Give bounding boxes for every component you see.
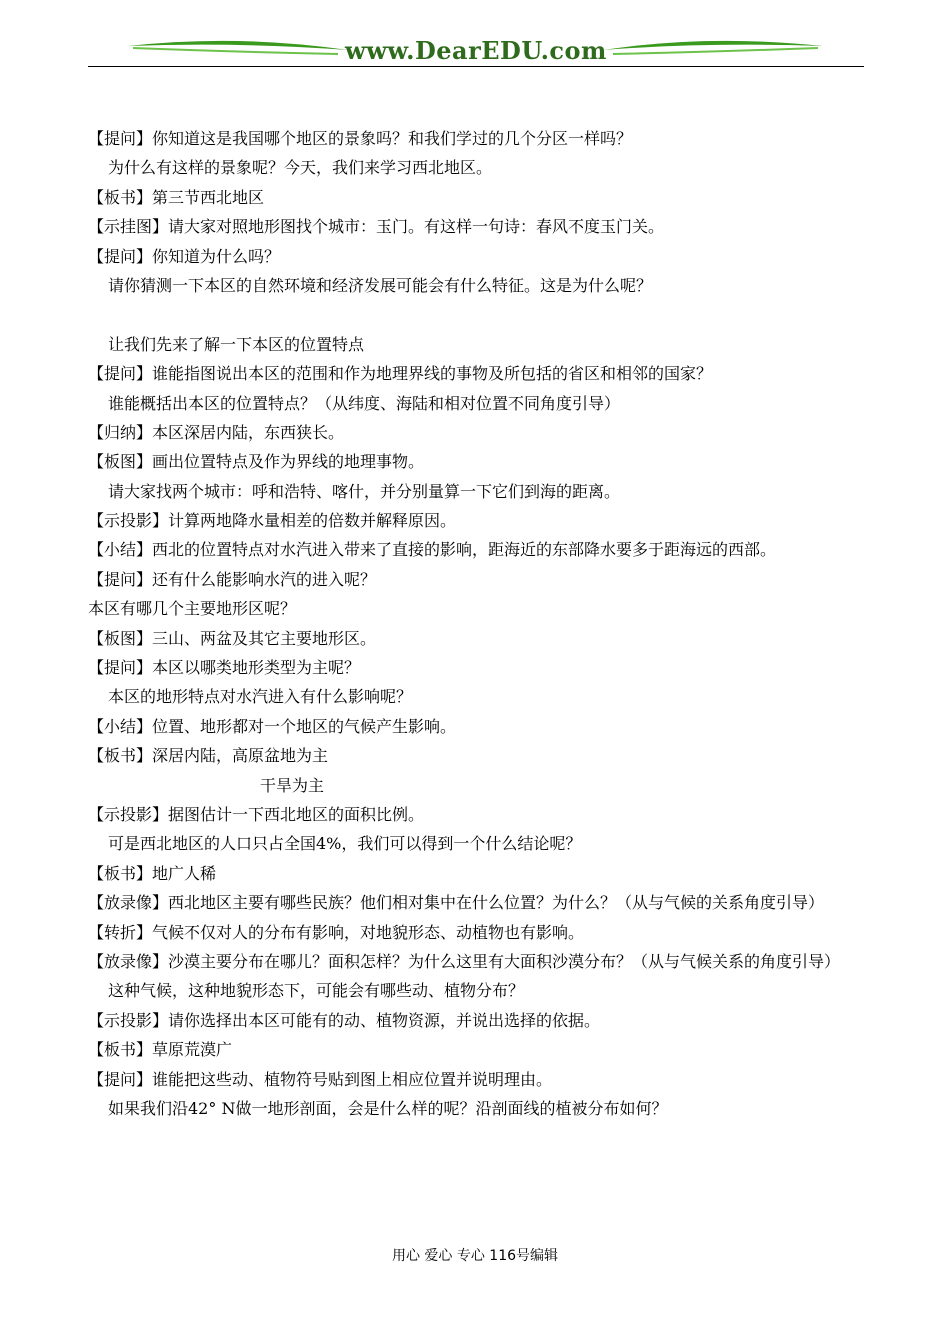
text-line: 让我们先来了解一下本区的位置特点	[108, 334, 365, 354]
text-line: 【小结】位置、地形都对一个地区的气候产生影响。	[88, 716, 457, 736]
text-line: 【示挂图】请大家对照地形图找个城市：玉门。有这样一句诗：春风不度玉门关。	[88, 217, 665, 237]
text-line: 【板图】三山、两盆及其它主要地形区。	[88, 628, 377, 648]
text-line: 【板书】第三节西北地区	[88, 187, 265, 207]
text-line: 请大家找两个城市：呼和浩特、喀什，并分别量算一下它们到海的距离。	[108, 481, 621, 501]
text-line: 【示投影】计算两地降水量相差的倍数并解释原因。	[88, 511, 457, 531]
text-line: 【转折】气候不仅对人的分布有影响，对地貌形态、动植物也有影响。	[88, 922, 585, 942]
text-line: 【示投影】请你选择出本区可能有的动、植物资源，并说出选择的依据。	[88, 1010, 601, 1030]
text-line: 【提问】你知道这是我国哪个地区的景象吗？和我们学过的几个分区一样吗？	[88, 129, 633, 148]
text-line: 【板图】画出位置特点及作为界线的地理事物。	[88, 452, 425, 472]
site-logo[interactable]: www.DearEDU.com	[345, 36, 607, 65]
text-line: 【示投影】据图估计一下西北地区的面积比例。	[88, 805, 425, 824]
document-body	[88, 124, 866, 1123]
text-line: 如果我们沿42° N做一地形剖面，会是什么样的呢？沿剖面线的植被分布如何？	[108, 1098, 668, 1118]
text-line: 【板书】深居内陆，高原盆地为主	[88, 746, 329, 766]
site-header	[88, 30, 864, 70]
text-line: 【提问】本区以哪类地形类型为主呢？	[88, 658, 361, 678]
text-line: 【提问】谁能指图说出本区的范围和作为地理界线的事物及所包括的省区和相邻的国家？	[88, 364, 713, 384]
text-line: 谁能概括出本区的位置特点？（从纬度、海陆和相对位置不同角度引导）	[108, 393, 621, 413]
text-line: 本区的地形特点对水汽进入有什么影响呢？	[108, 687, 413, 707]
text-line: 【提问】谁能把这些动、植物符号贴到图上相应位置并说明理由。	[88, 1069, 553, 1089]
text-line: 干旱为主	[260, 775, 325, 795]
text-line: 【放录像】西北地区主要有哪些民族？他们相对集中在什么位置？为什么？（从与气候的关系角度引导）	[88, 893, 825, 913]
text-line: 【放录像】沙漠主要分布在哪儿？面积怎样？为什么这里有大面积沙漠分布？（从与气候关系的角度引导）	[88, 951, 841, 971]
text-line: 【提问】还有什么能影响水汽的进入呢？	[88, 569, 377, 589]
text-line: 【板书】草原荒漠广	[88, 1040, 233, 1060]
text-line: 可是西北地区的人口只占全国4%，我们可以得到一个什么结论呢？	[108, 834, 582, 854]
text-line: 这种气候，这种地貌形态下，可能会有哪些动、植物分布？	[108, 981, 525, 1001]
text-line: 为什么有这样的景象呢？今天，我们来学习西北地区。	[108, 158, 493, 178]
text-line: 【提问】你知道为什么吗？	[88, 246, 281, 266]
text-line: 【归纳】本区深居内陆，东西狭长。	[88, 422, 345, 442]
text-line: 【板书】地广人稀	[88, 863, 217, 883]
text-line: 【小结】西北的位置特点对水汽进入带来了直接的影响，距海近的东部降水要多于距海远的西部。	[88, 540, 777, 560]
blank-line	[88, 300, 866, 329]
text-line: 本区有哪几个主要地形区呢？	[88, 599, 297, 619]
header-rule	[88, 66, 864, 67]
page-footer: 用心 爱心 专心 116号编辑	[391, 1248, 559, 1264]
text-line: 请你猜测一下本区的自然环境和经济发展可能会有什么特征。这是为什么呢？	[108, 275, 653, 295]
